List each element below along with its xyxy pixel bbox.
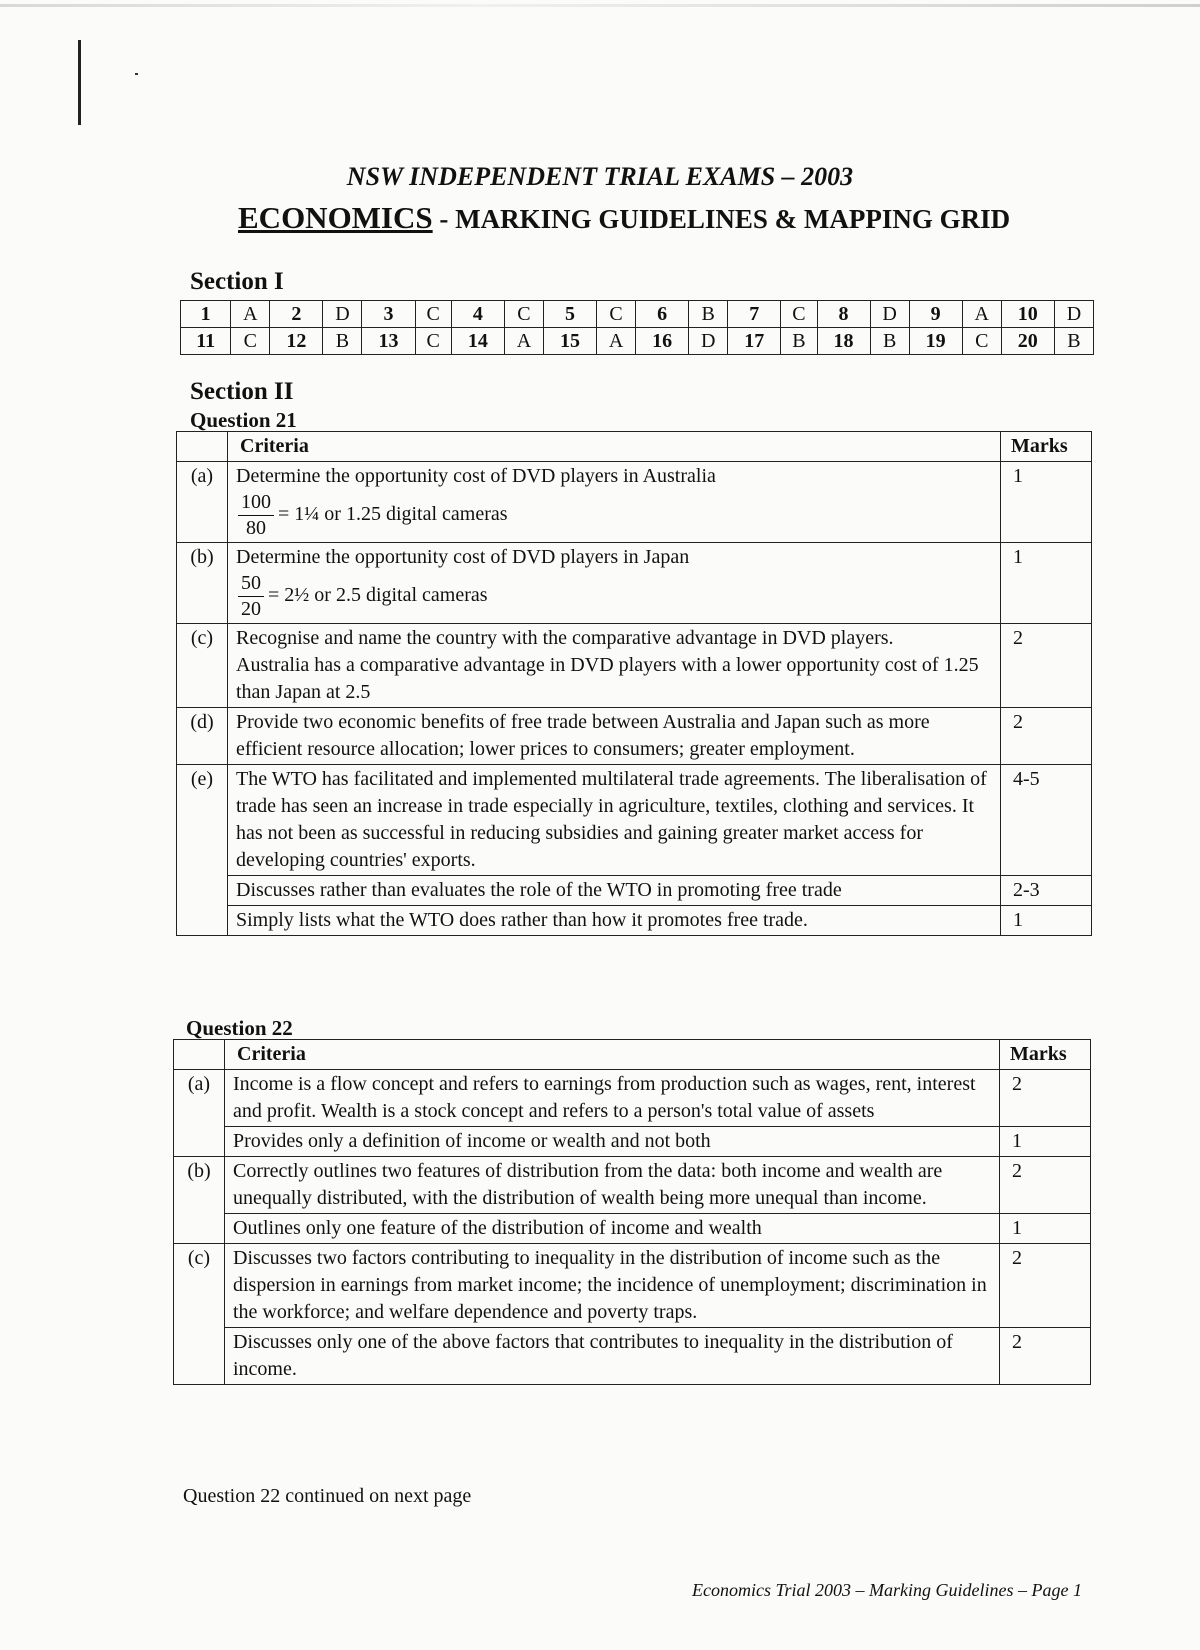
section-1-title: Section I xyxy=(190,268,284,295)
question-number: 5 xyxy=(543,301,596,328)
question-number: 15 xyxy=(543,328,596,355)
question-number: 8 xyxy=(817,301,870,328)
answer-letter: C xyxy=(415,328,451,355)
answer-grid-row xyxy=(181,328,1094,355)
denominator: 20 xyxy=(241,598,261,620)
question-number: 3 xyxy=(362,301,415,328)
part-label: (a) xyxy=(177,462,228,543)
criteria-row xyxy=(177,543,1092,624)
mark-cell: 1 xyxy=(1001,543,1092,624)
header-blank-cell xyxy=(174,1040,225,1070)
answer-letter: C xyxy=(781,301,817,328)
numerator: 50 xyxy=(238,571,264,597)
mark-cell: 2-3 xyxy=(1001,876,1092,906)
answer-letter: A xyxy=(597,328,636,355)
calculation-result: = 1¼ or 1.25 digital cameras xyxy=(278,503,508,526)
criteria-text: The WTO has facilitated and implemented multilateral trade agreements. The liberalisation of trade has seen an increase in trade especially in agriculture, textiles, clothing and services. It has not been as successful in reducing subsidies and gaining greater market access for developing countries' exports. xyxy=(228,765,1001,876)
mark-cell: 2 xyxy=(1001,624,1092,708)
calculation xyxy=(236,490,992,541)
fraction xyxy=(238,490,274,541)
scan-edge xyxy=(0,4,1200,7)
criteria-cell xyxy=(228,624,1001,708)
part-label: (b) xyxy=(177,543,228,624)
continued-note: Question 22 continued on next page xyxy=(183,1485,472,1507)
table-header-row xyxy=(174,1040,1091,1070)
question-number: 20 xyxy=(1001,328,1054,355)
criteria-text: Outlines only one feature of the distribution of income and wealth xyxy=(225,1214,1000,1244)
question-number: 18 xyxy=(817,328,870,355)
subject-title: ECONOMICS xyxy=(238,200,433,235)
answer-letter: C xyxy=(962,328,1001,355)
mark-cell: 1 xyxy=(1001,462,1092,543)
denominator: 80 xyxy=(246,517,266,539)
answer-letter: A xyxy=(962,301,1001,328)
mark-cell: 2 xyxy=(1000,1244,1091,1328)
criteria-text: Determine the opportunity cost of DVD players in Australia xyxy=(236,465,716,487)
answer-grid xyxy=(180,300,1094,355)
answer-letter: A xyxy=(231,301,270,328)
criteria-row xyxy=(177,708,1092,765)
criteria-row xyxy=(174,1127,1091,1157)
answer-letter: D xyxy=(870,301,909,328)
section-2-title: Section II xyxy=(190,378,294,405)
question-21-criteria-table xyxy=(176,431,1092,936)
marks-header: Marks xyxy=(1001,432,1092,462)
mark-cell: 1 xyxy=(1001,906,1092,936)
question-number: 4 xyxy=(451,301,504,328)
exam-title: NSW INDEPENDENT TRIAL EXAMS – 2003 xyxy=(346,162,854,191)
criteria-text: Income is a flow concept and refers to earnings from production such as wages, rent, interest and profit. Wealth is a stock concept and refers to a person's total value of assets xyxy=(225,1070,1000,1127)
criteria-text: Simply lists what the WTO does rather than how it promotes free trade. xyxy=(228,906,1001,936)
answer-letter: B xyxy=(1054,328,1093,355)
criteria-header: Criteria xyxy=(228,432,1001,462)
criteria-cell xyxy=(228,543,1001,624)
question-number: 10 xyxy=(1001,301,1054,328)
answer-letter: B xyxy=(323,328,362,355)
mark-cell: 1 xyxy=(1000,1127,1091,1157)
part-label: (a) xyxy=(174,1070,225,1157)
mark-cell: 2 xyxy=(1001,708,1092,765)
criteria-text: Discusses rather than evaluates the role of the WTO in promoting free trade xyxy=(228,876,1001,906)
question-number: 13 xyxy=(362,328,415,355)
criteria-row xyxy=(177,906,1092,936)
margin-pen-mark xyxy=(78,40,81,125)
criteria-text: Discusses two factors contributing to inequality in the distribution of income such as the dispersion in earnings from market income; the incidence of unemployment; discrimination in the workforce; and welfare dependence and poverty traps. xyxy=(225,1244,1000,1328)
criteria-row xyxy=(174,1328,1091,1385)
mark-cell: 2 xyxy=(1000,1157,1091,1214)
criteria-text: Discusses only one of the above factors that contributes to inequality in the distribution of income. xyxy=(225,1328,1000,1385)
question-22-criteria-table xyxy=(173,1039,1091,1385)
criteria-row xyxy=(177,624,1092,708)
criteria-text: Recognise and name the country with the comparative advantage in DVD players. xyxy=(236,627,894,649)
criteria-row xyxy=(177,765,1092,876)
answer-letter: B xyxy=(781,328,817,355)
question-number: 7 xyxy=(728,301,781,328)
answer-letter: A xyxy=(504,328,543,355)
mark-cell: 2 xyxy=(1000,1070,1091,1127)
part-label: (d) xyxy=(177,708,228,765)
criteria-row xyxy=(177,876,1092,906)
mark-cell: 4-5 xyxy=(1001,765,1092,876)
mark-cell: 2 xyxy=(1000,1328,1091,1385)
answer-letter: C xyxy=(231,328,270,355)
question-number: 1 xyxy=(181,301,231,328)
criteria-row xyxy=(174,1157,1091,1214)
part-label: (c) xyxy=(177,624,228,708)
answer-letter: B xyxy=(870,328,909,355)
criteria-row xyxy=(177,462,1092,543)
fraction xyxy=(238,571,264,622)
answer-letter: D xyxy=(323,301,362,328)
question-21-title: Question 21 xyxy=(190,408,297,432)
question-number: 14 xyxy=(451,328,504,355)
answer-letter: C xyxy=(504,301,543,328)
header-blank-cell xyxy=(177,432,228,462)
question-number: 6 xyxy=(636,301,689,328)
part-label: (b) xyxy=(174,1157,225,1244)
answer-letter: B xyxy=(689,301,728,328)
question-number: 19 xyxy=(909,328,962,355)
question-number: 16 xyxy=(636,328,689,355)
answer-letter: D xyxy=(1054,301,1093,328)
mark-cell: 1 xyxy=(1000,1214,1091,1244)
answer-letter: C xyxy=(415,301,451,328)
answer-grid-row xyxy=(181,301,1094,328)
page-footer: Economics Trial 2003 – Marking Guidelines – Page 1 xyxy=(692,1580,1082,1600)
criteria-text: Determine the opportunity cost of DVD players in Japan xyxy=(236,546,690,568)
criteria-text: Provides only a definition of income or wealth and not both xyxy=(225,1127,1000,1157)
question-number: 12 xyxy=(270,328,323,355)
criteria-row xyxy=(174,1214,1091,1244)
numerator: 100 xyxy=(238,490,274,516)
margin-dot xyxy=(135,73,138,75)
calculation-result: = 2½ or 2.5 digital cameras xyxy=(268,584,488,607)
question-number: 2 xyxy=(270,301,323,328)
marks-header: Marks xyxy=(1000,1040,1091,1070)
criteria-text: Provide two economic benefits of free trade between Australia and Japan such as more efficient resource allocation; lower prices to consumers; greater employment. xyxy=(228,708,1001,765)
criteria-cell xyxy=(228,462,1001,543)
question-22-title: Question 22 xyxy=(186,1016,293,1040)
criteria-row xyxy=(174,1244,1091,1328)
criteria-header: Criteria xyxy=(225,1040,1000,1070)
document-title xyxy=(238,200,1010,236)
question-number: 11 xyxy=(181,328,231,355)
criteria-row xyxy=(174,1070,1091,1127)
answer-text: Australia has a comparative advantage in DVD players with a lower opportunity cost of 1.25 than Japan at 2.5 xyxy=(236,654,979,703)
question-number: 17 xyxy=(728,328,781,355)
part-label: (c) xyxy=(174,1244,225,1385)
answer-letter: D xyxy=(689,328,728,355)
question-number: 9 xyxy=(909,301,962,328)
criteria-text: Correctly outlines two features of distribution from the data: both income and wealth are unequally distributed, with the distribution of wealth being more unequal than income. xyxy=(225,1157,1000,1214)
part-label: (e) xyxy=(177,765,228,936)
answer-letter: C xyxy=(597,301,636,328)
calculation xyxy=(236,571,992,622)
table-header-row xyxy=(177,432,1092,462)
document-subtitle: - MARKING GUIDELINES & MAPPING GRID xyxy=(432,204,1011,234)
